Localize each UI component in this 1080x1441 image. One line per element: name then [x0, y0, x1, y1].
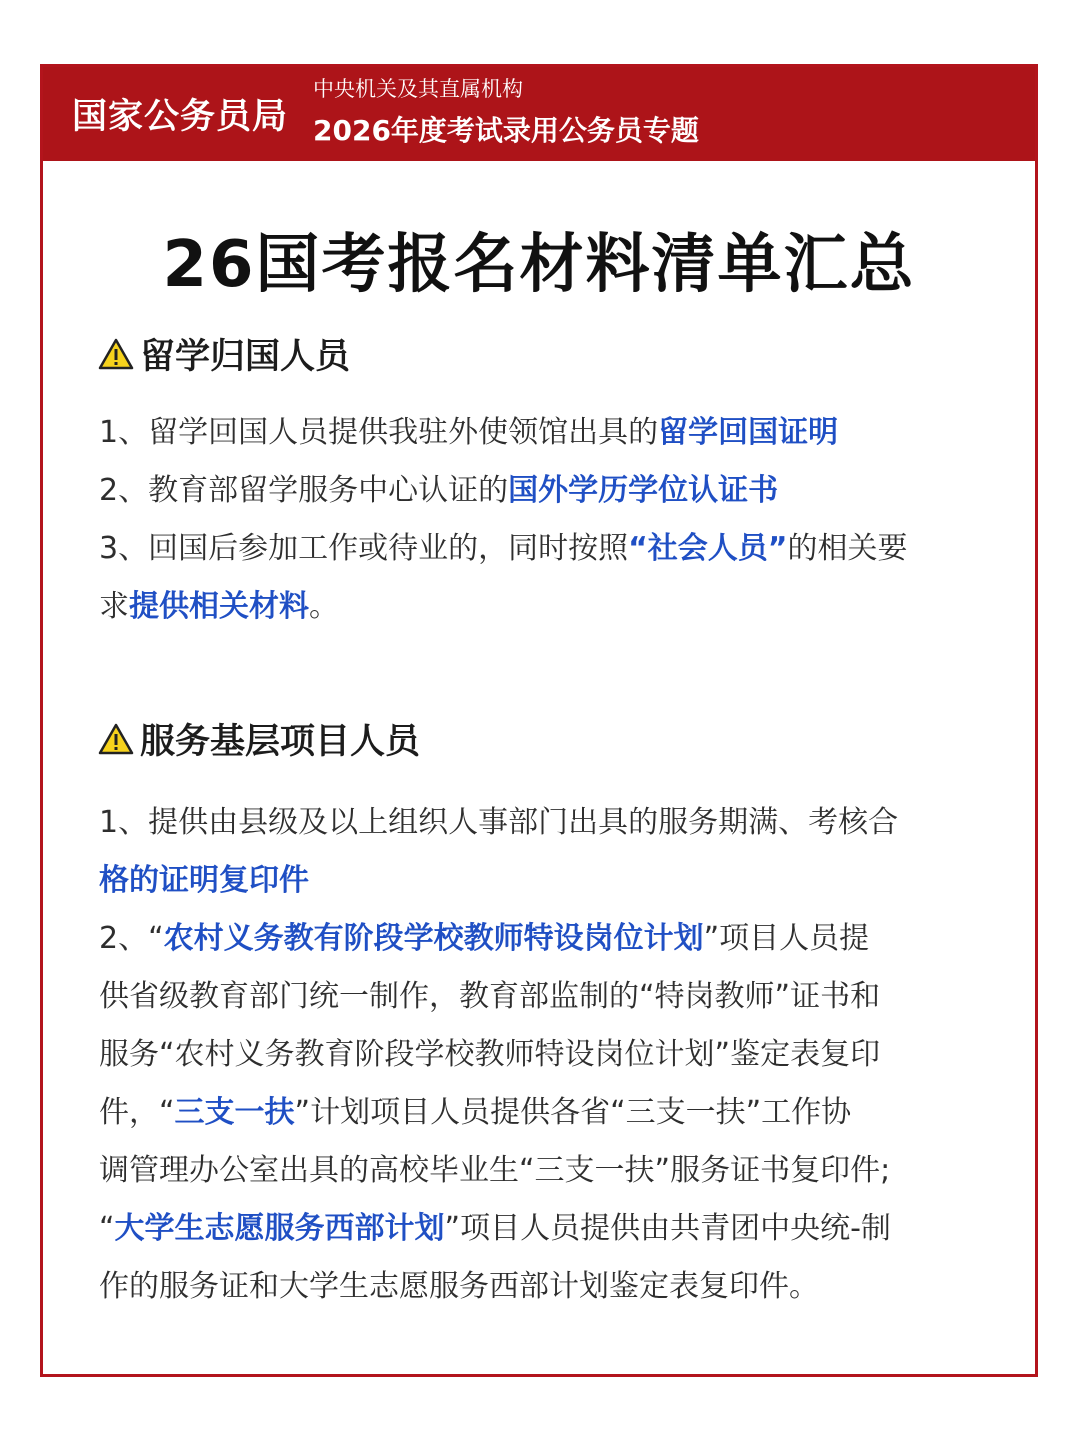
- item-text: ”计划项目人员提供各省“三支一扶”工作协: [294, 1095, 852, 1130]
- list-item: [99, 520, 983, 578]
- item-text: ”项目人员提: [703, 921, 870, 956]
- item-text: 件，“: [99, 1095, 175, 1130]
- section-heading-returnees: [98, 329, 350, 379]
- item-text: 2、教育部留学服务中心认证的: [99, 473, 509, 508]
- item-text: “: [99, 1211, 115, 1246]
- list-item: [99, 1142, 983, 1200]
- highlight-text: 国外学历学位认证书: [508, 473, 779, 508]
- section-body-returnees: [99, 404, 983, 636]
- list-item: [99, 852, 983, 910]
- highlight-text: 留学回国证明: [658, 415, 839, 450]
- item-text: 2、“: [99, 921, 164, 956]
- document-card: [40, 64, 1038, 1377]
- list-item: [99, 794, 983, 852]
- item-text: 调管理办公室出具的高校毕业生“三支一扶”服务证书复印件;: [99, 1153, 891, 1188]
- list-item: [99, 910, 983, 968]
- item-text: 服务“农村义务教育阶段学校教师特设岗位计划”鉴定表复印: [99, 1037, 881, 1072]
- section-title: 留学归国人员: [140, 337, 351, 377]
- item-text: 作的服务证和大学生志愿服务西部计划鉴定表复印件。: [99, 1269, 819, 1304]
- header-banner: [43, 67, 1035, 161]
- list-item: [99, 1026, 983, 1084]
- section-heading-grassroots: [98, 714, 420, 764]
- list-item: [99, 1084, 983, 1142]
- highlight-text: 提供相关材料: [129, 589, 309, 624]
- highlight-text: 农村义务教有阶段学校教师特设岗位计划: [163, 921, 704, 956]
- item-text: 的相关要: [787, 531, 908, 566]
- list-item: [99, 578, 983, 636]
- item-text: 。: [309, 589, 339, 624]
- header-subtitle: 中央机关及其直属机构: [313, 77, 523, 101]
- item-text: 1、提供由县级及以上组织人事部门出具的服务期满、考核合: [99, 805, 899, 840]
- item-text: 1、留学回国人员提供我驻外使领馆出具的: [99, 415, 659, 450]
- list-item: [99, 968, 983, 1026]
- item-text: ”项目人员提供由共青团中央统-制: [444, 1211, 891, 1246]
- section-title: 服务基层项目人员: [140, 722, 421, 762]
- item-text: 3、回国后参加工作或待业的，同时按照: [99, 531, 629, 566]
- highlight-text: 三支一扶: [174, 1095, 295, 1130]
- list-item: [99, 1258, 983, 1316]
- item-text: 求: [99, 589, 129, 624]
- page-title: 26国考报名材料清单汇总: [162, 228, 916, 302]
- highlight-text: “社会人员”: [628, 531, 788, 566]
- header-topic: 2026年度考试录用公务员专题: [313, 114, 699, 147]
- warning-triangle-icon: [98, 723, 134, 755]
- item-text: 供省级教育部门统一制作，教育部监制的“特岗教师”证书和: [99, 979, 881, 1014]
- list-item: [99, 404, 983, 462]
- list-item: [99, 1200, 983, 1258]
- highlight-text: 格的证明复印件: [99, 863, 309, 898]
- warning-triangle-icon: [98, 338, 134, 370]
- section-body-grassroots: [99, 794, 983, 1316]
- agency-name: 国家公务员局: [72, 97, 289, 137]
- list-item: [99, 462, 983, 520]
- highlight-text: 大学生志愿服务西部计划: [114, 1211, 445, 1246]
